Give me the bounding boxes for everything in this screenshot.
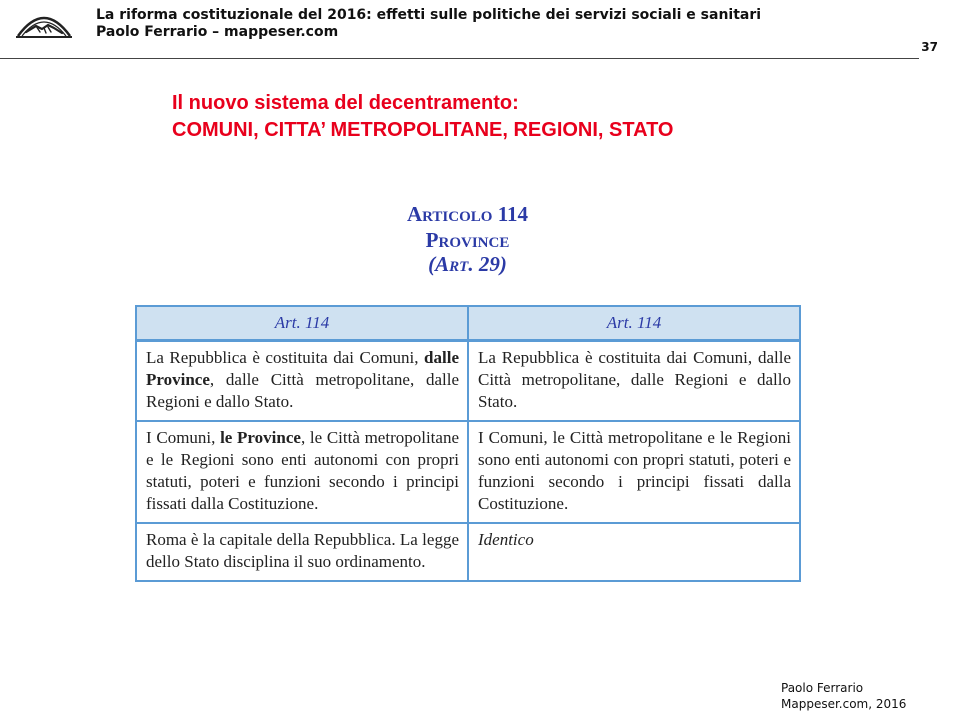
table-row [136, 523, 800, 581]
table-row [136, 421, 800, 523]
logo-handshake-icon [14, 6, 74, 42]
slide-title [172, 90, 673, 144]
table-cell-old: La Repubblica è costituita dai Comuni, dalle Province, dalle Città metropolitane, dalle Regioni e dallo Stato. [136, 341, 468, 422]
article-reference-heading: (Art. 29) [428, 252, 507, 276]
page-number: 37 [921, 40, 938, 54]
header-author: Paolo Ferrario – mappeser.com [96, 24, 339, 40]
article-subject-heading: Province [425, 228, 510, 252]
header-title: La riforma costituzionale del 2016: effetti sulle politiche dei servizi sociali e sanitari [96, 7, 762, 23]
table-cell-new: Identico [468, 523, 800, 581]
footer-author: Paolo Ferrario [781, 681, 864, 695]
table-header-row [136, 306, 800, 341]
footer-site-year: Mappeser.com, 2016 [781, 697, 907, 711]
table-row [136, 341, 800, 422]
comparison-table [135, 305, 801, 582]
table-header-new-text: Art. 114 [468, 306, 800, 341]
slide-title-line2: COMUNI, CITTA’ METROPOLITANE, REGIONI, STATO [172, 119, 674, 141]
article-number-heading: Articolo 114 [406, 202, 529, 226]
table-header-old-text: Art. 114 [136, 306, 468, 341]
table-cell-new: La Repubblica è costituita dai Comuni, dalle Città metropolitane, dalle Regioni e dallo Stato. [468, 341, 800, 422]
footer-credit [781, 680, 906, 712]
table-cell-old: Roma è la capitale della Repubblica. La legge dello Stato disciplina il suo ordinamento. [136, 523, 468, 581]
slide-title-line1: Il nuovo sistema del decentramento: [172, 92, 519, 114]
table-cell-new: I Comuni, le Città metropolitane e le Regioni sono enti autonomi con propri statuti, poteri e funzioni secondo i principi fissati dalla Costituzione. [468, 421, 800, 523]
table-cell-old: I Comuni, le Province, le Città metropolitane e le Regioni sono enti autonomi con propri statuti, poteri e funzioni secondo i principi fissati dalla Costituzione. [136, 421, 468, 523]
header-divider [0, 58, 919, 59]
